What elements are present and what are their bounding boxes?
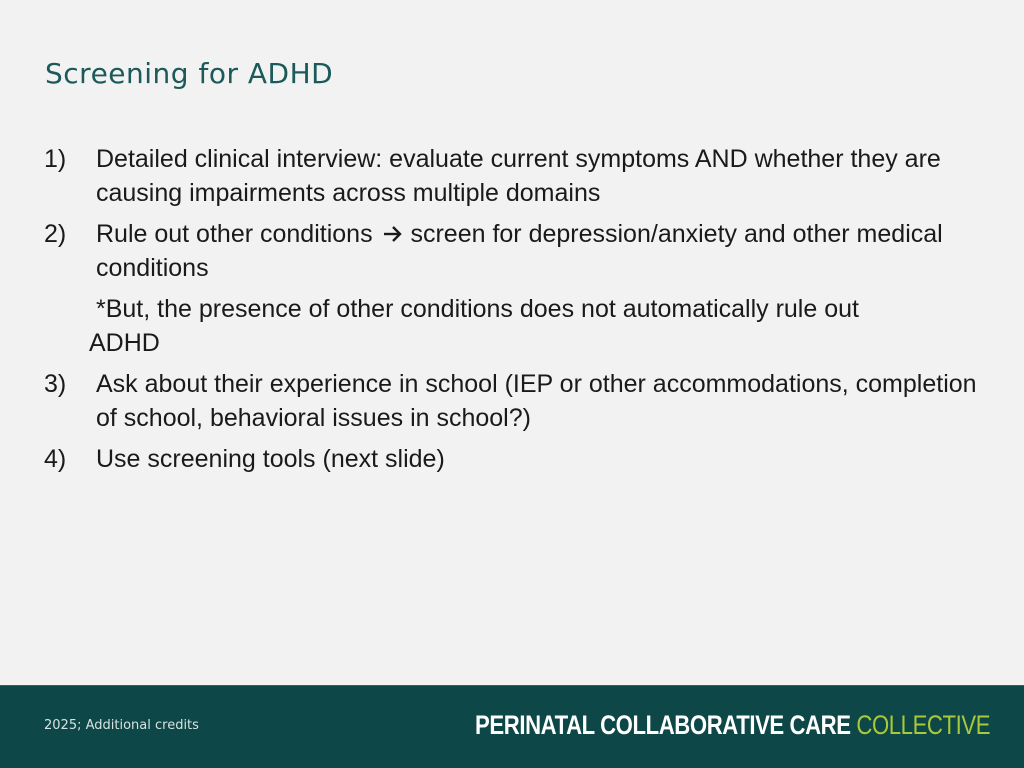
footer-credits: 2025; Additional credits [44, 718, 199, 733]
list-item-number: 2) [44, 220, 67, 248]
list-item [44, 442, 984, 476]
note-line: ADHD [89, 329, 160, 357]
list-item-text-part: Rule out other conditions [96, 220, 373, 248]
arrow-right-icon [380, 225, 404, 243]
list-item-text: Detailed clinical interview: evaluate current symptoms AND whether they are causing impairments across multiple domains [96, 145, 941, 207]
list-item-number: 3) [44, 370, 67, 398]
note-text [44, 292, 984, 360]
list-item-text: Use screening tools (next slide) [96, 445, 445, 473]
slide-title: Screening for ADHD [45, 57, 334, 90]
note-line: *But, the presence of other conditions does not automatically rule out [96, 295, 859, 323]
brand-logo-accent: COLLECTIVE [856, 710, 990, 740]
list-item-number: 1) [44, 145, 67, 173]
list-item [44, 217, 984, 285]
list-item-text [96, 217, 984, 285]
list-item [44, 142, 984, 210]
footer-bar [0, 685, 1024, 768]
list-item-text-part: screen for depression/anxiety and other medical conditions [96, 220, 943, 282]
list-item-text: Ask about their experience in school (IEP or other accommodations, completion of school, behavioral issues in school?) [96, 370, 977, 432]
list-item [44, 367, 984, 435]
brand-logo-main: PERINATAL COLLABORATIVE CARE [474, 710, 857, 740]
list-item-number: 4) [44, 445, 67, 473]
slide-body [44, 142, 984, 483]
brand-logo [475, 710, 990, 741]
